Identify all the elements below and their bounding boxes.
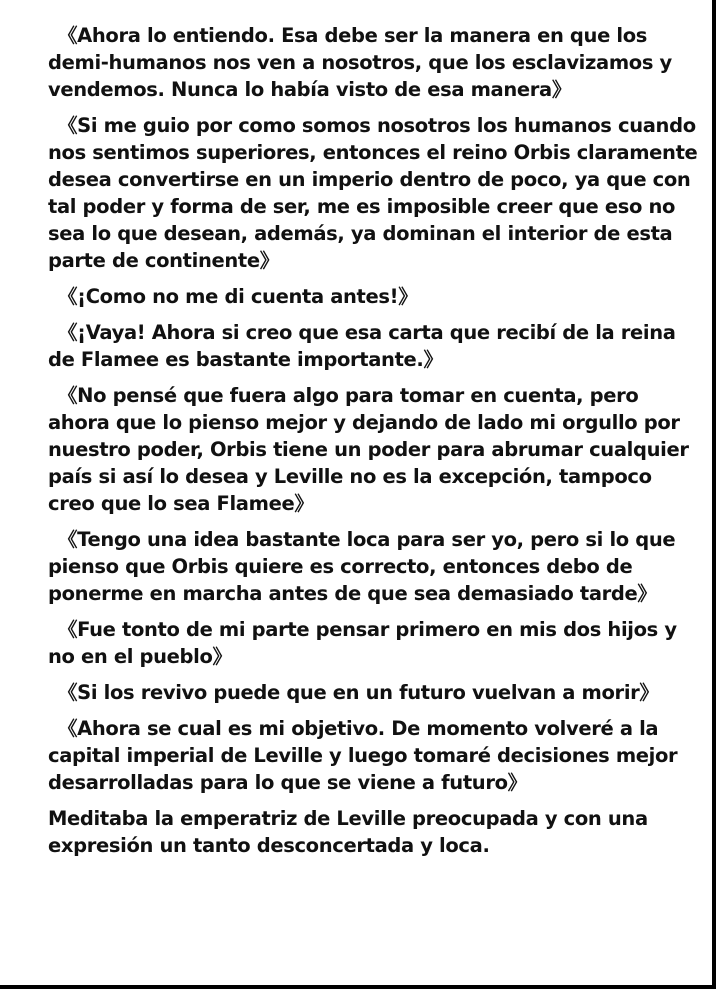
paragraph-3-text: 《¡Como no me di cuenta antes!》: [58, 285, 418, 308]
paragraph-7-text: 《Fue tonto de mi parte pensar primero en mis dos hijos y no en el pueblo》: [48, 618, 677, 668]
paragraph-4-text: 《¡Vaya! Ahora si creo que esa carta que recibí de la reina de Flamee es bastante importante.》: [48, 321, 676, 371]
paragraph-3: [48, 283, 702, 310]
paragraph-4: [48, 319, 702, 373]
paragraph-1-text: 《Ahora lo entiendo. Esa debe ser la manera en que los demi-humanos nos ven a nosotros, que los esclavizamos y vendemos. Nunca lo había visto de esa manera》: [48, 24, 672, 101]
paragraph-8-text: 《Si los revivo puede que en un futuro vuelvan a morir》: [58, 681, 659, 704]
paragraph-7: [48, 616, 702, 670]
text-body: [48, 22, 702, 868]
narration-paragraph: [48, 805, 702, 859]
paragraph-5-text: 《No pensé que fuera algo para tomar en cuenta, pero ahora que lo pienso mejor y dejando de lado mi orgullo por nuestro poder, Orbis tiene un poder para abrumar cualquier país si así lo desea y Leville no es la excepción, tampoco creo que lo sea Flamee》: [48, 384, 689, 515]
paragraph-9-text: 《Ahora se cual es mi objetivo. De momento volveré a la capital imperial de Leville y luego tomaré decisiones mejor desarrolladas para lo que se viene a futuro》: [48, 717, 678, 794]
narration-text: Meditaba la emperatriz de Leville preocupada y con una expresión un tanto desconcertada y loca.: [48, 807, 648, 857]
paragraph-8: [48, 679, 702, 706]
paragraph-2-text: 《Si me guio por como somos nosotros los humanos cuando nos sentimos superiores, entonces el reino Orbis claramente desea convertirse en un imperio dentro de poco, ya que con tal poder y forma de ser, me es imposible creer que eso no sea lo que desean, además, ya dominan el interior de esta parte de continente》: [48, 114, 698, 272]
paragraph-5: [48, 382, 702, 517]
paragraph-9: [48, 715, 702, 796]
paragraph-1: [48, 22, 702, 103]
paragraph-6-text: 《Tengo una idea bastante loca para ser yo, pero si lo que pienso que Orbis quiere es correcto, entonces debo de ponerme en marcha antes de que sea demasiado tarde》: [48, 528, 676, 605]
paragraph-2: [48, 112, 702, 274]
paragraph-6: [48, 526, 702, 607]
